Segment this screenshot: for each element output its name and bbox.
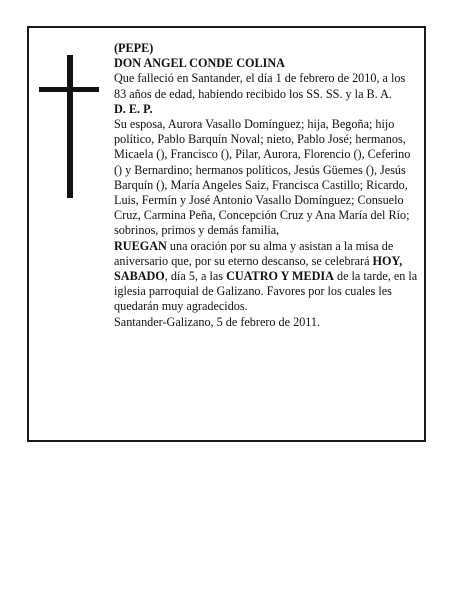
dep-line: D. E. P. bbox=[114, 101, 153, 116]
mass-day: HOY, SABADO bbox=[114, 253, 403, 284]
deceased-name: DON ANGEL CONDE COLINA bbox=[114, 56, 285, 71]
place-date: Santander-Galizano, 5 de febrero de 2011. bbox=[114, 314, 321, 329]
obituary-notice bbox=[27, 26, 426, 442]
mass-request bbox=[114, 239, 420, 315]
cross-icon bbox=[37, 55, 101, 198]
death-details: Que falleció en Santander, el día 1 de febrero de 2010, a los 83 años de edad, habiendo recibido los SS. SS. y la B. A. bbox=[114, 71, 406, 101]
notice-text bbox=[114, 41, 420, 330]
mass-time: CUATRO Y MEDIA bbox=[226, 269, 334, 284]
request-text-2: , día 5, a las bbox=[164, 269, 227, 284]
nickname: (PEPE) bbox=[114, 41, 154, 55]
family-list: Su esposa, Aurora Vasallo Domínguez; hija, Begoña; hijo político, Pablo Barquín Noval; nieto, Pablo José; hermanos, Micaela (), Francisco (), Pilar, Aurora, Florencio (), Ceferino () y Bernardino; hermanos políticos, Jesús Güemes (), Jesús Barquín (), María Angeles Saiz, Francisca Castillo; Ricardo, Luis, Fermín y José Antonio Vasallo Domínguez; Consuelo Cruz, Carmina Peña, Concepción Cruz y Ana María del Río; sobrinos, primos y demás familia, bbox=[114, 117, 411, 238]
cross-vertical-bar bbox=[67, 55, 73, 198]
cross-horizontal-bar bbox=[39, 87, 99, 92]
request-text-3: de la tarde, en la iglesia parroquial de Galizano. Favores por los cuales les quedarán muy agradecidos. bbox=[114, 269, 418, 314]
request-text-1: una oración por su alma y asistan a la misa de aniversario que, por su eterno descanso, se celebrará bbox=[114, 238, 394, 268]
request-verb: RUEGAN bbox=[114, 238, 167, 253]
